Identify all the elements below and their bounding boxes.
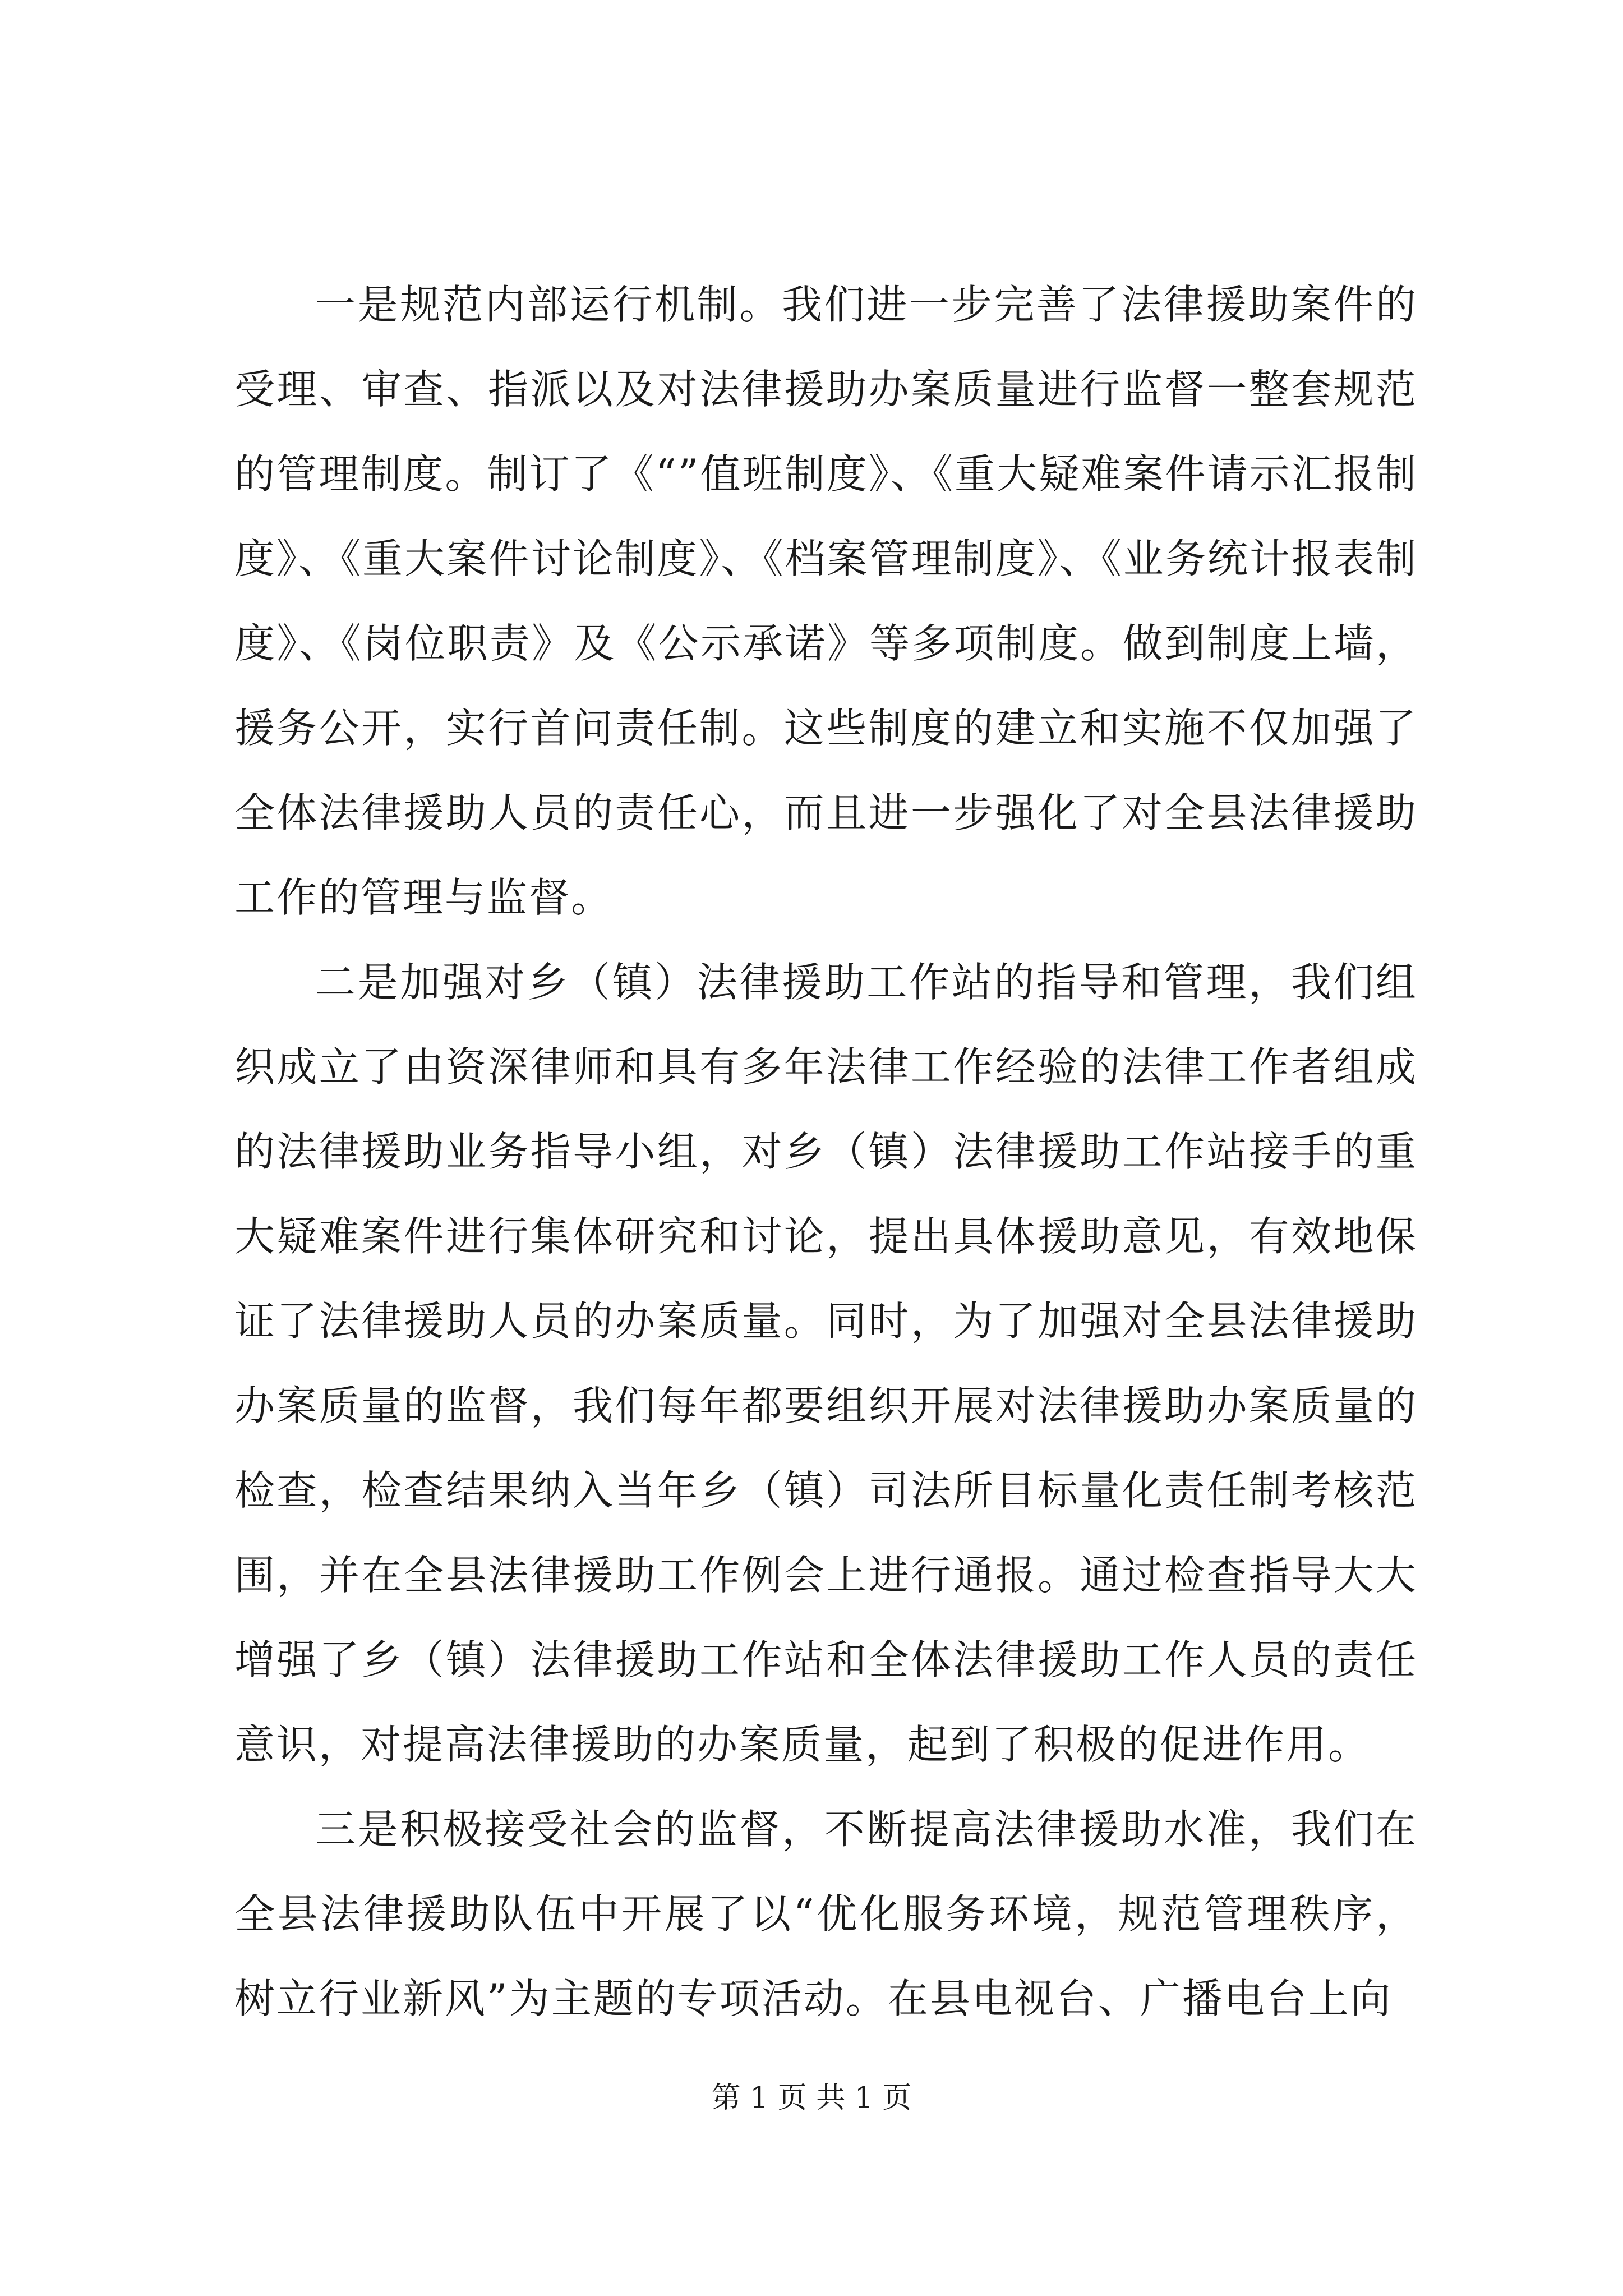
paragraph-2: 二是加强对乡（镇）法律援助工作站的指导和管理，我们组织成立了由资深律师和具有多年法律工作经验的法律工作者组成的法律援助业务指导小组，对乡（镇）法律援助工作站接手的重大疑难案件进行集体研究和讨论，提出具体援助意见，有效地保证了法律援助人员的办案质量。同时，为了加强对全县法律援助办案质量的监督，我们每年都要组织开展对法律援助办案质量的检查，检查结果纳入当年乡（镇）司法所目标量化责任制考核范围，并在全县法律援助工作例会上进行通报。通过检查指导大大增强了乡（镇）法律援助工作站和全体法律援助工作人员的责任意识，对提高法律援助的办案质量，起到了积极的促进作用。 <box>234 959 1418 1768</box>
page-footer: 第 1 页 共 1 页 <box>711 2081 912 2115</box>
document-body <box>234 263 1418 2041</box>
paragraph-3: 三是积极接受社会的监督，不断提高法律援助水准，我们在全县法律援助队伍中开展了以“优化服务环境，规范管理秩序，树立行业新风”为主题的专项活动。在县电视台、广播电台上向 <box>234 1806 1418 2022</box>
paragraph-1: 一是规范内部运行机制。我们进一步完善了法律援助案件的受理、审查、指派以及对法律援助办案质量进行监督一整套规范的管理制度。制订了《“”值班制度》、《重大疑难案件请示汇报制度》、《重大案件讨论制度》、《档案管理制度》、《业务统计报表制度》、《岗位职责》及《公示承诺》等多项制度。做到制度上墙，援务公开，实行首问责任制。这些制度的建立和实施不仅加强了全体法律援助人员的责任心，而且进一步强化了对全县法律援助工作的管理与监督。 <box>234 281 1418 921</box>
